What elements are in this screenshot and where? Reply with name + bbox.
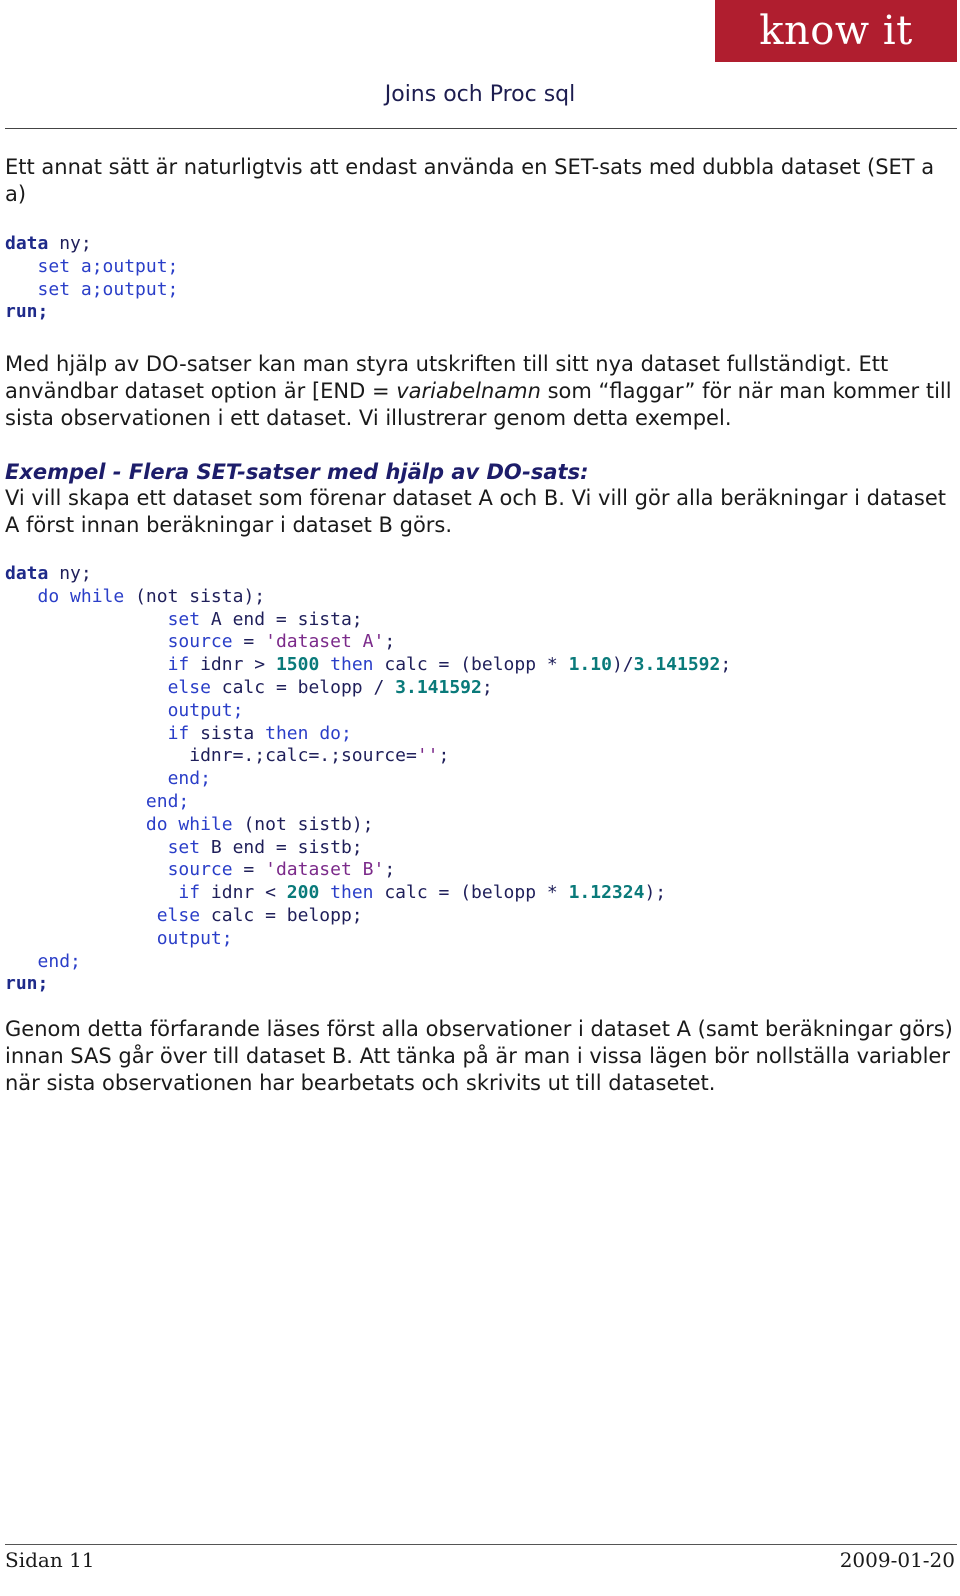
variable-name-italic: variabelnamn (396, 379, 541, 403)
code-block-do-while: data ny; do while (not sista); set A end = sista; source = 'dataset A'; if idnr > 1500 then calc = (belopp * 1.10)/3.141592; else calc = belopp / 3.141592; output; if sista then do; idnr=.;calc=.;source=''; end; end; do while (not sistb); set B end = sistb; source = 'dataset B'; if idnr < 200 then calc = (belopp * 1.12324); else calc = belopp; output; end; run; (5, 563, 732, 995)
code-text: ny; (48, 233, 92, 254)
code-block-set-twice (5, 233, 178, 324)
footer-divider (5, 1544, 957, 1545)
code-keyword: run; (5, 301, 49, 323)
page-number: Sidan 11 (5, 1548, 95, 1572)
header-divider (5, 128, 957, 129)
conclusion-paragraph: Genom detta förfarande läses först alla observationer i dataset A (samt beräkningar görs) innan SAS går över till dataset B. Att tänka på är man i vissa lägen bör nollställa variabler när sista observationen har bearbetats och skrivits ut till datasetet. (5, 1017, 953, 1095)
code-keyword: data (5, 233, 49, 254)
company-logo: know it (715, 0, 957, 62)
document-title: Joins och Proc sql (384, 82, 576, 107)
code-statement: set a;output; (37, 278, 179, 300)
code-statement: set a;output; (37, 255, 179, 277)
intro-paragraph: Ett annat sätt är naturligtvis att endast använda en SET-sats med dubbla dataset (SET a a) (5, 155, 935, 206)
document-date: 2009-01-20 (839, 1548, 955, 1572)
example-heading: Exempel - Flera SET-satser med hjälp av DO-sats: (5, 460, 589, 484)
do-satser-paragraph: Med hjälp av DO-satser kan man styra utskriften till sitt nya dataset fullständigt. Ett användbar dataset option är [END = variabelnamn som “flaggar” för när man kommer till sista observationen i ett dataset. Vi illustrerar genom detta exempel. (5, 352, 952, 430)
example-description: Vi vill skapa ett dataset som förenar dataset A och B. Vi vill gör alla beräkningar i dataset A först innan beräkningar i dataset B görs. (5, 486, 946, 537)
